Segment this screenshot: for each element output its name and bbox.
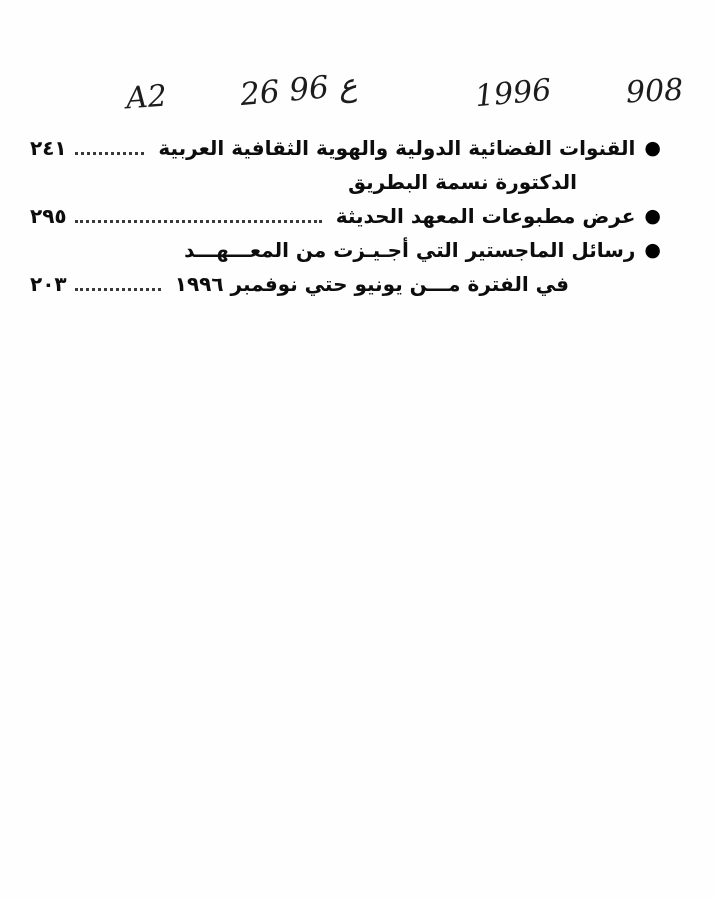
toc-entry-1-author: الدكتورة نسمة البطريق	[348, 170, 577, 194]
handwritten-mark-3: 1996	[473, 72, 553, 115]
handwritten-mark-1: A2	[124, 78, 168, 117]
bullet-icon: ●	[644, 204, 661, 227]
toc-entry-1	[30, 131, 661, 165]
toc-entry-1-title: القنوات الفضائية الدولية والهوية الثقافية العربية	[158, 136, 636, 160]
bullet-icon: ●	[644, 238, 661, 261]
dotted-leader	[75, 288, 161, 291]
toc-entry-3-page-number: ٢٠٣	[30, 272, 67, 296]
bullet-icon: ●	[644, 136, 661, 159]
toc-entry-2-title: عرض مطبوعات المعهد الحديثة	[335, 204, 636, 228]
toc-entry-1-page-number: ٢٤١	[30, 136, 67, 160]
handwritten-mark-4: 908	[625, 72, 685, 111]
toc-entry-3	[30, 233, 661, 267]
toc-entry-3-title: رسائل الماجستير التي أجـيـزت من المعـــهـــد	[184, 238, 636, 262]
toc-entry-3-continuation	[30, 267, 569, 301]
toc-entry-3-title-continuation: في الفترة مـــن يونيو حتي نوفمبر ١٩٩٦	[174, 272, 569, 296]
dotted-leader	[75, 152, 145, 155]
dotted-leader	[75, 220, 322, 223]
handwritten-mark-2: 26 96 ع	[238, 66, 359, 114]
toc-entry-2	[30, 199, 661, 233]
toc-entry-2-page-number: ٢٩٥	[30, 204, 67, 228]
toc-entry-1-author-row	[30, 165, 577, 199]
table-of-contents	[30, 131, 661, 301]
